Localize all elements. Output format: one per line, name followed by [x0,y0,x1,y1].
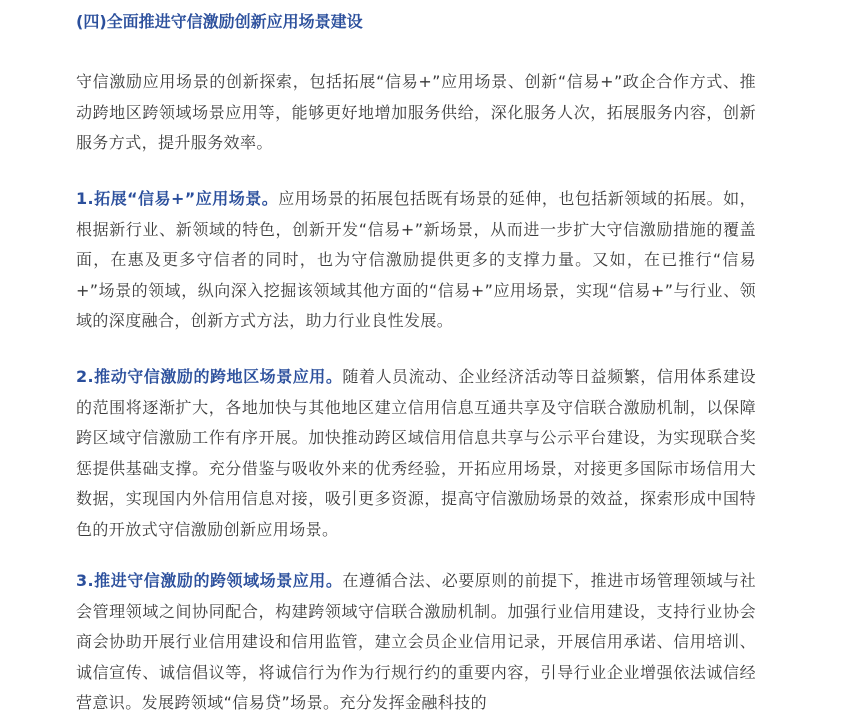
paragraph-expand-scenarios [76,184,756,337]
paragraph-lead: 3.推进守信激励的跨领域场景应用。 [76,571,343,590]
paragraph-body: 在遵循合法、必要原则的前提下，推进市场管理领域与社会管理领域之间协同配合，构建跨领域守信联合激励机制。加强行业信用建设，支持行业协会商会协助开展行业信用建设和信用监管，建立会员企业信用记录，开展信用承诺、信用培训、诚信宣传、诚信倡议等，将诚信行为作为行规行约的重要内容，引导行业企业增强依法诚信经营意识。发展跨领域“信易贷”场景。充分发挥金融科技的 [76,571,756,713]
paragraph-body: 随着人员流动、企业经济活动等日益频繁，信用体系建设的范围将逐渐扩大，各地加快与其他地区建立信用信息互通共享及守信联合激励机制，以保障跨区域守信激励工作有序开展。加快推动跨区域信用信息共享与公示平台建设，为实现联合奖惩提供基础支撑。充分借鉴与吸收外来的优秀经验，开拓应用场景，对接更多国际市场信用大数据，实现国内外信用信息对接，吸引更多资源，提高守信激励场景的效益，探索形成中国特色的开放式守信激励创新应用场景。 [76,367,756,539]
paragraph-lead: 1.拓展“信易+”应用场景。 [76,189,279,208]
intro-paragraph: 守信激励应用场景的创新探索，包括拓展“信易+”应用场景、创新“信易+”政企合作方式、推动跨地区跨领域场景应用等，能够更好地增加服务供给，深化服务人次，拓展服务内容，创新服务方式，提升服务效率。 [76,72,756,153]
paragraph-lead: 2.推动守信激励的跨地区场景应用。 [76,367,343,386]
paragraph-body: 应用场景的拓展包括既有场景的延伸，也包括新领域的拓展。如，根据新行业、新领域的特色，创新开发“信易+”新场景，从而进一步扩大守信激励措施的覆盖面，在惠及更多守信者的同时，也为守信激励提供更多的支撑力量。又如，在已推行“信易+”场景的领域，纵向深入挖掘该领域其他方面的“信易+”应用场景，实现“信易+”与行业、领域的深度融合，创新方式方法，助力行业良性发展。 [76,189,757,331]
paragraph-cross-region [76,362,756,546]
section-title: (四)全面推进守信激励创新应用场景建设 [76,12,363,31]
paragraph-cross-domain [76,566,756,719]
